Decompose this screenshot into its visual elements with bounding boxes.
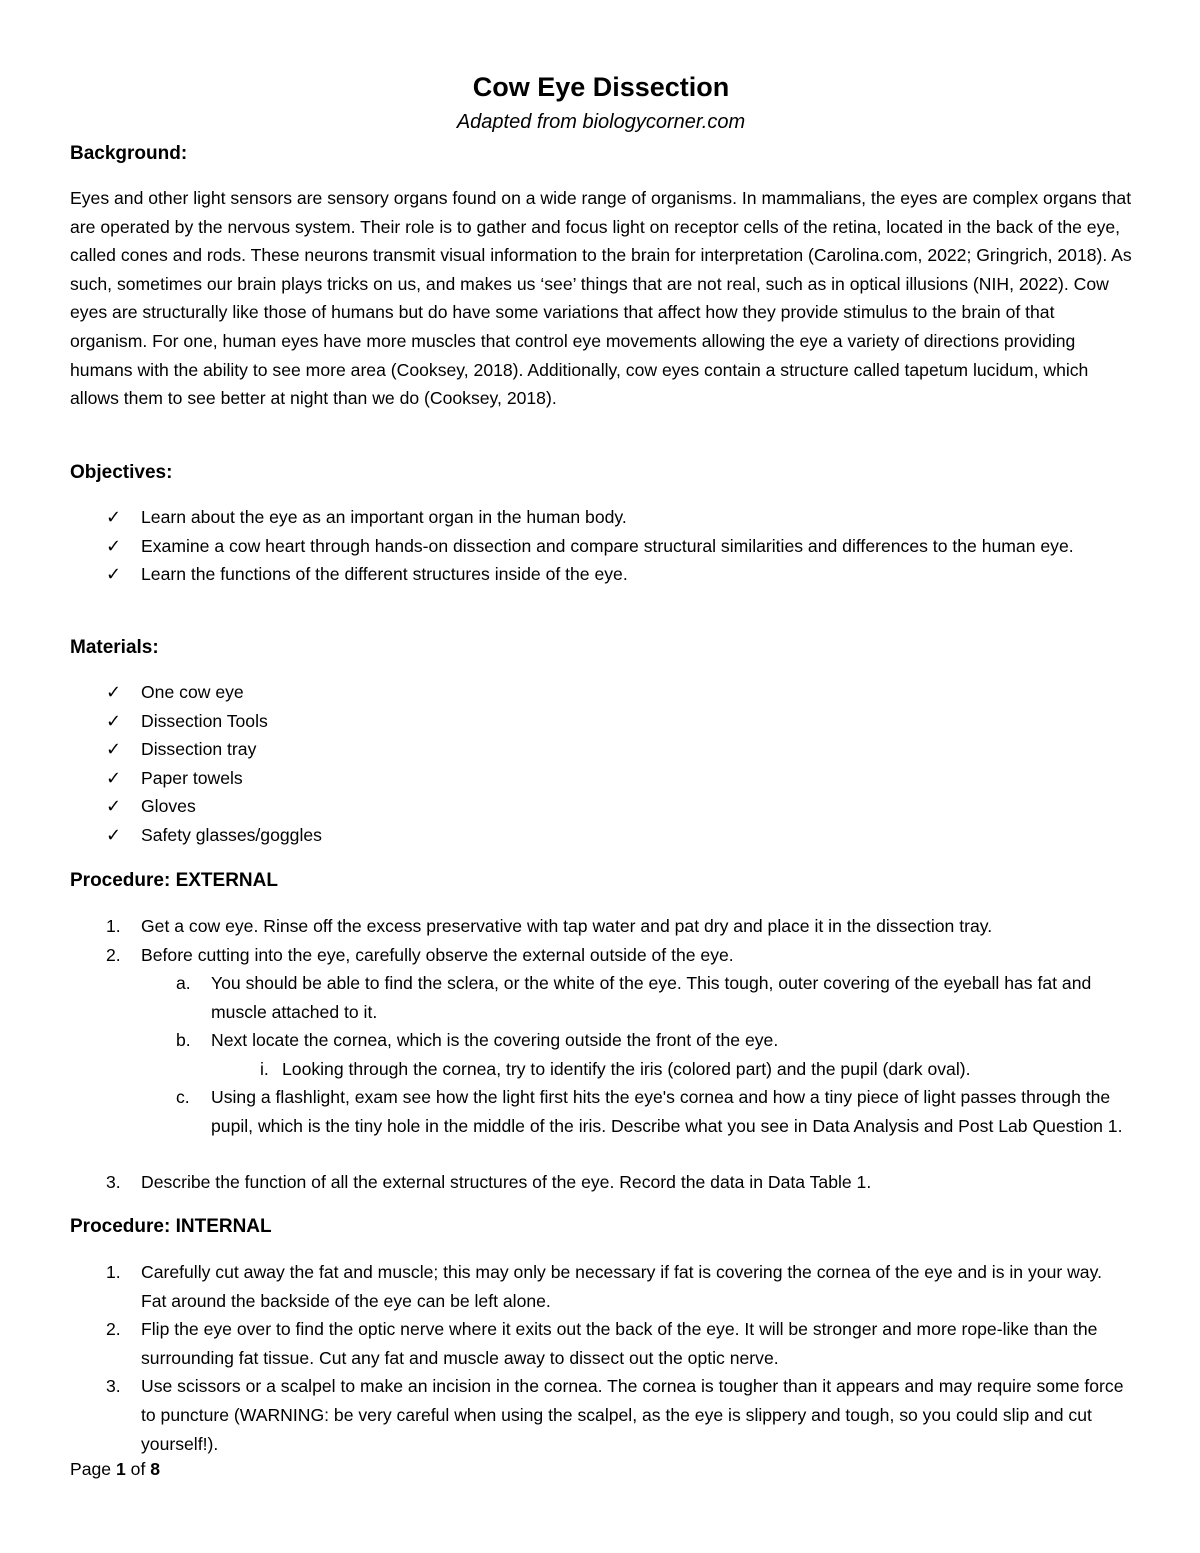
checkmark-icon: ✓ (106, 682, 122, 702)
external-substep-c (70, 1083, 1132, 1140)
checkmark-icon: ✓ (106, 710, 122, 731)
list-item: ✓ Safety glasses/goggles (70, 821, 1132, 850)
page-number: Page 1 of 8 (70, 1459, 161, 1479)
materials-heading: Materials: (70, 637, 159, 658)
checkmark-icon: ✓ (106, 796, 122, 817)
list-item: ✓ Learn the functions of the different structures inside of the eye. (70, 560, 1132, 589)
document-title: Cow Eye Dissection (472, 72, 730, 102)
list-item: 1. Carefully cut away the fat and muscle; this may only be necessary if fat is covering the cornea of the eye and is in your way. Fat around the backside of the eye can be left alone. (106, 1262, 1102, 1311)
list-item: ✓ Examine a cow heart through hands-on dissection and compare structural similarities and differences to the human eye. (70, 532, 1132, 561)
external-step-3 (70, 1168, 1132, 1197)
external-steps-1-2 (70, 912, 1132, 969)
objectives-heading: Objectives: (70, 462, 173, 483)
external-substeps-a-b (70, 969, 1132, 1055)
document-subtitle: Adapted from biologycorner.com (456, 111, 746, 133)
checkmark-icon: ✓ (106, 507, 122, 527)
list-item: 2. Before cutting into the eye, carefully observe the external outside of the eye. (106, 944, 734, 965)
list-item: 3. Describe the function of all the external structures of the eye. Record the data in Data Table 1. (106, 1172, 872, 1192)
checkmark-icon: ✓ (106, 767, 122, 788)
list-item: 2. Flip the eye over to find the optic nerve where it exits out the back of the eye. It will be stronger and more rope-like than the surrounding fat tissue. Cut any fat and muscle away to dissect out the optic nerve. (106, 1319, 1098, 1368)
list-item: c. Using a flashlight, exam see how the light first hits the eye's cornea and how a tiny piece of light passes through the pupil, which is the tiny hole in the middle of the iris. Describe what you see in Data Analysis and Post Lab Question 1. (176, 1087, 1123, 1136)
background-paragraph: Eyes and other light sensors are sensory organs found on a wide range of organisms. In mammalians, the eyes are complex organs that are operated by the nervous system. Their role is to gather and focus light on receptor cells of the retina, located in the back of the eye, called cones and rods. These neurons transmit visual information to the brain for interpretation (Carolina.com, 2022; Gringrich, 2018). As such, sometimes our brain plays tricks on us, and makes us ‘see’ things that are not real, such as in optical illusions (NIH, 2022). Cow eyes are structurally like those of humans but do have some variations that affect how they provide stimulus to the brain of that organism. For one, human eyes have more muscles that control eye movements allowing the eye a variety of directions providing humans with the ability to see more area (Cooksey, 2018). Additionally, cow eyes contain a structure called tapetum lucidum, which allows them to see better at night than we do (Cooksey, 2018). (70, 188, 1132, 409)
checkmark-icon: ✓ (106, 535, 122, 556)
background-heading: Background: (70, 143, 188, 164)
checkmark-icon: ✓ (106, 739, 122, 760)
list-item: ✓ Dissection tray (70, 735, 1132, 764)
list-item: ✓ Gloves (70, 792, 1132, 821)
list-item: b. Next locate the cornea, which is the covering outside the front of the eye. (176, 1030, 779, 1051)
procedure-external-heading: Procedure: EXTERNAL (70, 870, 278, 891)
checkmark-icon: ✓ (106, 824, 122, 845)
list-item: ✓ Learn about the eye as an important organ in the human body. (70, 503, 1132, 532)
list-item: ✓ Paper towels (70, 764, 1132, 793)
list-item: ✓ Dissection Tools (70, 707, 1132, 736)
objectives-list (70, 503, 1132, 589)
procedure-internal-heading: Procedure: INTERNAL (70, 1216, 272, 1237)
list-item: ✓ One cow eye (70, 678, 1132, 707)
list-item: 3. Use scissors or a scalpel to make an incision in the cornea. The cornea is tougher than it appears and may require some force to puncture (WARNING: be very careful when using the scalpel, as the eye is slippery and tough, so you could slip and cut yourself!). (106, 1376, 1124, 1454)
external-substep-i (70, 1055, 1132, 1084)
internal-steps (70, 1258, 1132, 1458)
checkmark-icon: ✓ (106, 564, 122, 585)
list-item: a. You should be able to find the sclera, or the white of the eye. This tough, outer covering of the eyeball has fat and muscle attached to it. (176, 973, 1092, 1022)
materials-list (70, 678, 1132, 850)
list-item: 1. Get a cow eye. Rinse off the excess preservative with tap water and pat dry and place it in the dissection tray. (106, 916, 993, 936)
list-item: i. Looking through the cornea, try to identify the iris (colored part) and the pupil (dark oval). (260, 1059, 971, 1079)
